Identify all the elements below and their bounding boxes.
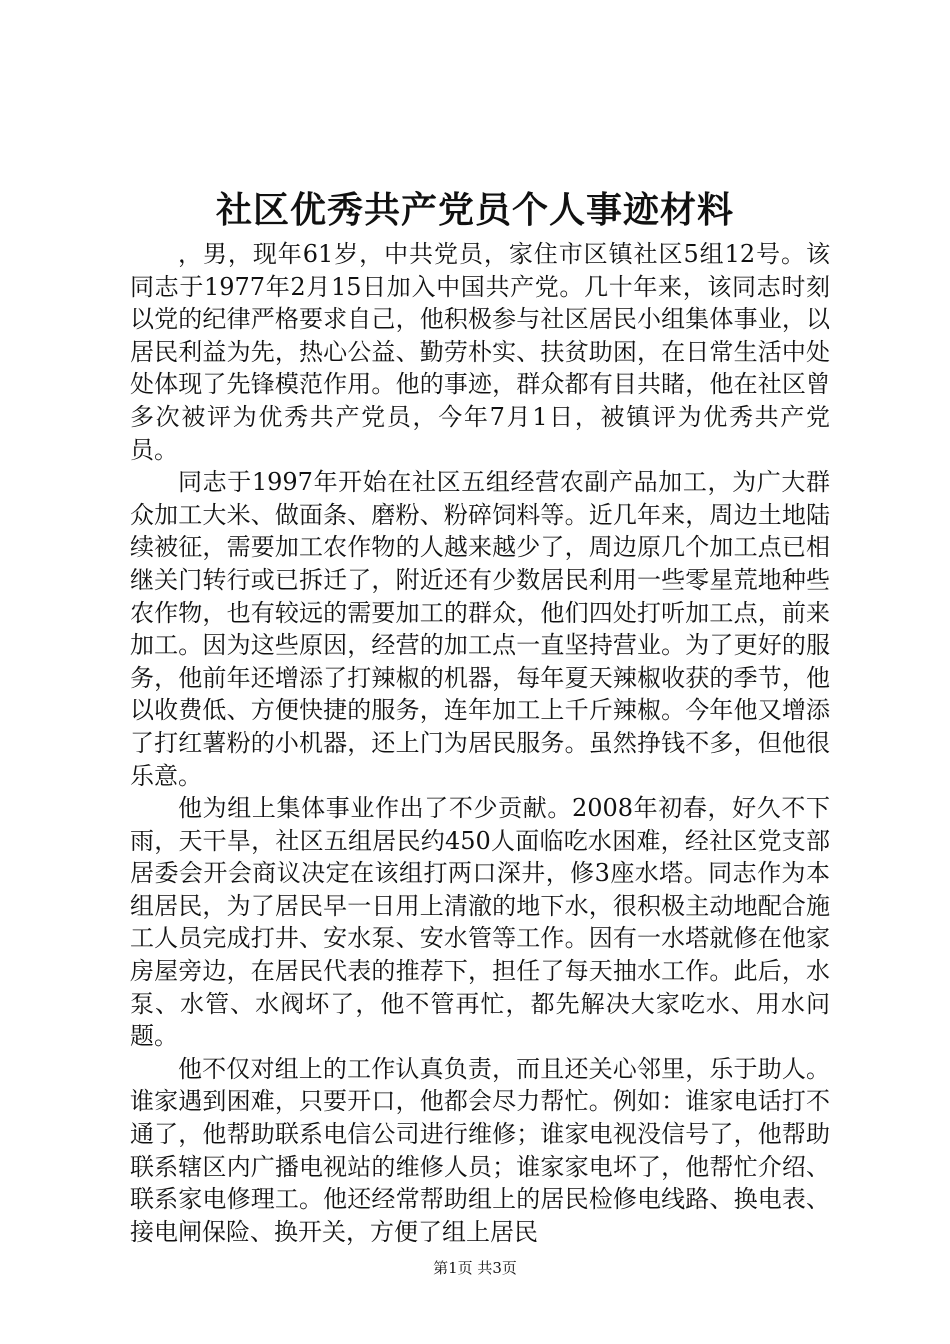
paragraph-3: 他为组上集体事业作出了不少贡献。2008年初春，好久不下雨，天干旱，社区五组居民约450人面临吃水困难，经社区党支部居委会开会商议决定在该组打两口深井，修3座水塔。同志作为本组居民，为了居民早一日用上清澈的地下水，很积极主动地配合施工人员完成打井、安水泵、安水管等工作。因有一水塔就修在他家房屋旁边，在居民代表的推荐下，担任了每天抽水工作。此后，水泵、水管、水阀坏了，他不管再忙，都先解决大家吃水、用水问题。: [130, 794, 830, 1051]
document-body: [130, 238, 830, 1248]
paragraph-1: ，男，现年61岁，中共党员，家住市区镇社区5组12号。该同志于1977年2月15日加入中国共产党。几十年来，该同志时刻以党的纪律严格要求自己，他积极参与社区居民小组集体事业，以居民利益为先，热心公益、勤劳朴实、扶贫助困，在日常生活中处处体现了先锋模范作用。他的事迹，群众都有目共睹，他在社区曾多次被评为优秀共产党员，今年7月1日，被镇评为优秀共产党员。: [130, 240, 830, 464]
document-title: 社区优秀共产党员个人事迹材料: [215, 189, 734, 231]
paragraph-4: 他不仅对组上的工作认真负责，而且还关心邻里，乐于助人。谁家遇到困难，只要开口，他都会尽力帮忙。例如：谁家电话打不通了，他帮助联系电信公司进行维修；谁家电视没信号了，他帮助联系辖区内广播电视站的维修人员；谁家家电坏了，他帮忙介绍、联系家电修理工。他还经常帮助组上的居民检修电线路、换电表、接电闸保险、换开关，方便了组上居民: [130, 1054, 830, 1246]
paragraph-2: 同志于1997年开始在社区五组经营农副产品加工，为广大群众加工大米、做面条、磨粉、粉碎饲料等。近几年来，周边土地陆续被征，需要加工农作物的人越来越少了，周边原几个加工点已相继关门转行或已拆迁了，附近还有少数居民利用一些零星荒地种些农作物，也有较远的需要加工的群众，他们四处打听加工点，前来加工。因为这些原因，经营的加工点一直坚持营业。为了更好的服务，他前年还增添了打辣椒的机器，每年夏天辣椒收获的季节，他以收费低、方便快捷的服务，连年加工上千斤辣椒。今年他又增添了打红薯粉的小机器，还上门为居民服务。虽然挣钱不多，但他很乐意。: [130, 468, 830, 790]
page-footer: 第1页 共3页: [433, 1259, 517, 1277]
